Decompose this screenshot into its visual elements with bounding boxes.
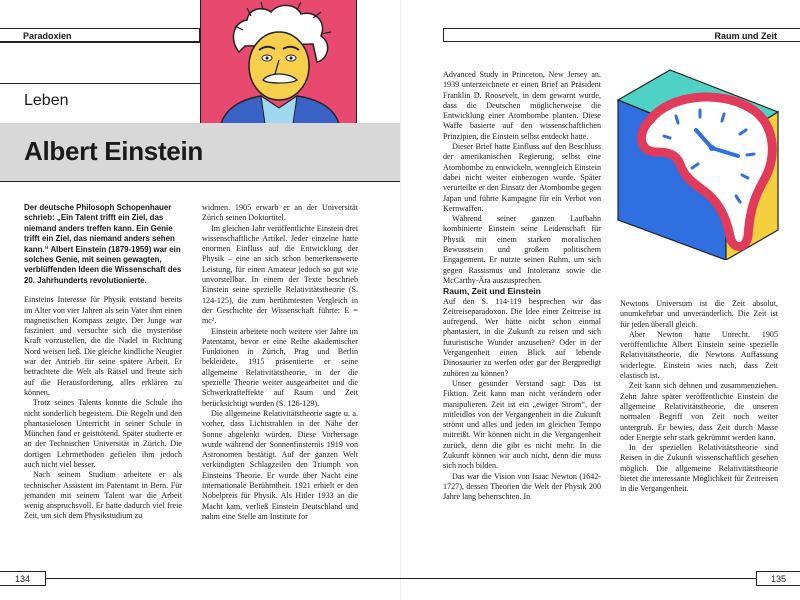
page-title: Albert Einstein [24,136,203,166]
melting-clock-illustration [600,60,790,260]
running-head-left: Paradoxien [0,28,200,42]
footer-rule [46,578,400,579]
body-paragraph: Trotz seines Talents konnte die Schule ihn nicht sonderlich begeistern. Die Regeln und den phantasielosen Unterricht in seiner Schule in München fand er geisttötend. Später studierte er an der Technischen Universität in Zürich. Die dortigen Lehrmethoden gefielen ihm jedoch auch nicht viel besser. [24,398,182,469]
body-paragraph: Nach seinem Studium arbeitete er als technischer Assistent im Patentamt in Bern. Für jemanden mit seinem Talent war die Arbeit wenig anspruchsvoll. Er hatte dadurch viel freie Zeit, um sich dem Physikstudium zu [24,470,182,521]
header-rule [0,42,200,43]
body-paragraph: Während seiner ganzen Laufbahn kombinierte Einstein seine Leidenschaft für Physik mit einem starken moralischen Bewusstsein und großem politischem Engagement. Er nutzte seinen Ruhm, um sich gegen Rassismus und Intoleranz sowie die McCarthy-Ära auszusprechen. [443,214,601,285]
body-paragraph: In der speziellen Relativitätstheorie sind Reisen in die Zukunft wissenschaftlich gesehen möglich. Die allgemeine Relativitätstheorie bietet die interessante Möglichkeit für Zeitreisen in die Vergangenheit. [620,443,778,494]
body-paragraph: Zeit kann sich dehnen und zusammenziehen. Zehn Jahre später veröffentlichte Einstein die allgemeine Relativitätstheorie, die unseren normalen Begriff von Zeit noch weiter untergrub. Er bewies, dass Zeit durch Masse oder Energie sehr stark gekrümmt werden kann. [620,381,778,442]
body-paragraph: Einsteins Interesse für Physik entstand bereits im Alter von vier Jahren als sein Vater ihm einen magnetischen Kompass zeigte. Der Junge war fasziniert und versuchte sich die mysteriöse Kraft vorzustellen, die die Nadel in Richtung Nord weisen ließ. Die gleiche kindliche Neugier war der Antrieb für seine spätere Arbeit. Er betrachtete die Welt als Rätsel und freute sich auf die Herausforderung, alles erklären zu können. [24,295,182,397]
body-paragraph: Auf den S. 114-119 besprechen wir das Zeitreiseparadoxon. Die Idee einer Zeitreise ist aufregend. Wer hätte nicht schon einmal phantasiert, in die Zukunft zu reisen und sich futuristische Wunder anzusehen? Oder in der Vergangenheit einen Blick auf lebende Dinosaurier zu werfen oder gar der Bergpredigt zuhören zu können? [443,296,601,378]
footer-rule [400,578,756,579]
body-paragraph: Im gleichen Jahr veröffentlichte Einstein drei wissenschaftliche Artikel. Jeder einzelne hatte enormen Einfluss auf die Entwicklung der Physik – eine an sich schon bemerkenswerte Leistung, für einen Amateur jedoch so gut wie unvorstellbar. In einem der Texte beschrieb Einstein seine spezielle Relativitätstheorie (S. 124-125), die zum berühmtesten Vergleich in der Geschichte der Wissenschaft führte: E = mc². [202,223,358,326]
body-paragraph: Newtons Universum ist die Zeit absolut, unumkehrbar und unveränderlich. Die Zeit ist für jeden überall gleich. [620,299,778,329]
body-paragraph: Das war die Vision von Isaac Newton (1642-1727), dessen Theorien die Welt der Physik 200 Jahre lang beherrschten. In [443,471,601,502]
left-column-2 [202,203,358,522]
body-paragraph: Unser gesunder Verstand sagt: Das ist Fiktion. Zeit kann man nicht verändern oder manipulieren. Zeit ist ein „ewiger Strom“, der mitleidlos von der Vergangenheit in die Zukunft strömt und alles und jeden im gleichen Tempo mitreißt. Wir können nicht in die Vergangenheit zurück, denn die gibt es nicht mehr. In die Zukunft können wir auch nicht, denn die muss sich noch bilden. [443,378,601,471]
right-column-1 [443,70,601,502]
section-label: Leben [24,92,69,109]
body-paragraph: Einstein arbeitete noch weitere vier Jahre im Patentamt, bevor er eine Reihe akademischer Funktionen in Zürich, Prag und Berlin bekleidete. 1915 präsentierte er seine allgemeine Relativitätstheorie, in der die spezielle Theorie weiter ausgearbeitet und die Schwerkrafteffekte auf Raum und Zeit berücksichtigt wurden (S. 126-129). [202,326,358,408]
body-paragraph: Die allgemeine Relativitätstheorie sagte u. a. vorher, dass Lichtstrahlen in der Nähe der Sonne abgelenkt würden. Diese Vorhersage wurde während der Sonnenfinsternis 1919 von Astronomen bestätigt. Auf der ganzen Welt verkündigten Schlagzeilen den Triumph von Einsteins Theorie. Er wurde über Nacht eine internationale Berühmtheit. 1921 erhielt er den Nobelpreis für Physik. Als Hitler 1933 an die Macht kam, verließ Einstein Deutschland und nahm eine Stelle am Institute for [202,408,358,521]
body-paragraph: Aber Newton hatte Unrecht. 1905 veröffentlichte Albert Einstein seine spezielle Relativitätstheorie, die Newtons Auffassung widerlegte. Einstein wies nach, dass Zeit elastisch ist. [620,329,778,381]
body-paragraph: widmen. 1905 erwarb er an der Universität Zürich seinen Doktortitel. [202,203,358,223]
left-column-1 [24,203,182,522]
page-number-right: 135 [756,571,800,586]
section-subhead: Raum, Zeit und Einstein [443,286,541,297]
body-paragraph: Advanced Study in Princeton, New Jersey an. 1939 unterzeichnete er einen Brief an Präsident Franklin D. Roosevelt, in dem gewarnt wurde, dass die Deutschen möglicherweise die Entwicklung einer Atombombe planten. Diese Waffe basierte auf den wissenschaftlichen Prinzipien, die Einstein selbst entdeckt hatte. [443,70,601,141]
intro-paragraph: Der deutsche Philosoph Schopenhauer schrieb: „Ein Talent trifft ein Ziel, das niemand anders treffen kann. Ein Genie trifft ein Ziel, das niemand anders sehen kann.“ Albert Einstein (1879-1959) war ein solches Genie, mit seinen gewagten, verblüffenden Ideen die Wissenschaft des 20. Jahrhunderts revolutionierte. [24,203,182,285]
body-paragraph: Dieser Brief hatte Einfluss auf den Beschluss der amerikanischen Regierung, selbst eine Atombombe zu entwickeln, wenngleich Einstein dabei nicht weiter einbezogen wurde. Später verurteilte er den Einsatz der Atombombe gegen Japan und führte Kampagne für ein Verbot von Kernwaffen. [443,142,601,213]
einstein-portrait-illustration [200,0,357,124]
page-gutter [400,0,401,600]
running-head-right: Raum und Zeit [443,28,800,42]
right-column-2 [620,299,778,495]
page-number-left: 134 [0,571,46,586]
